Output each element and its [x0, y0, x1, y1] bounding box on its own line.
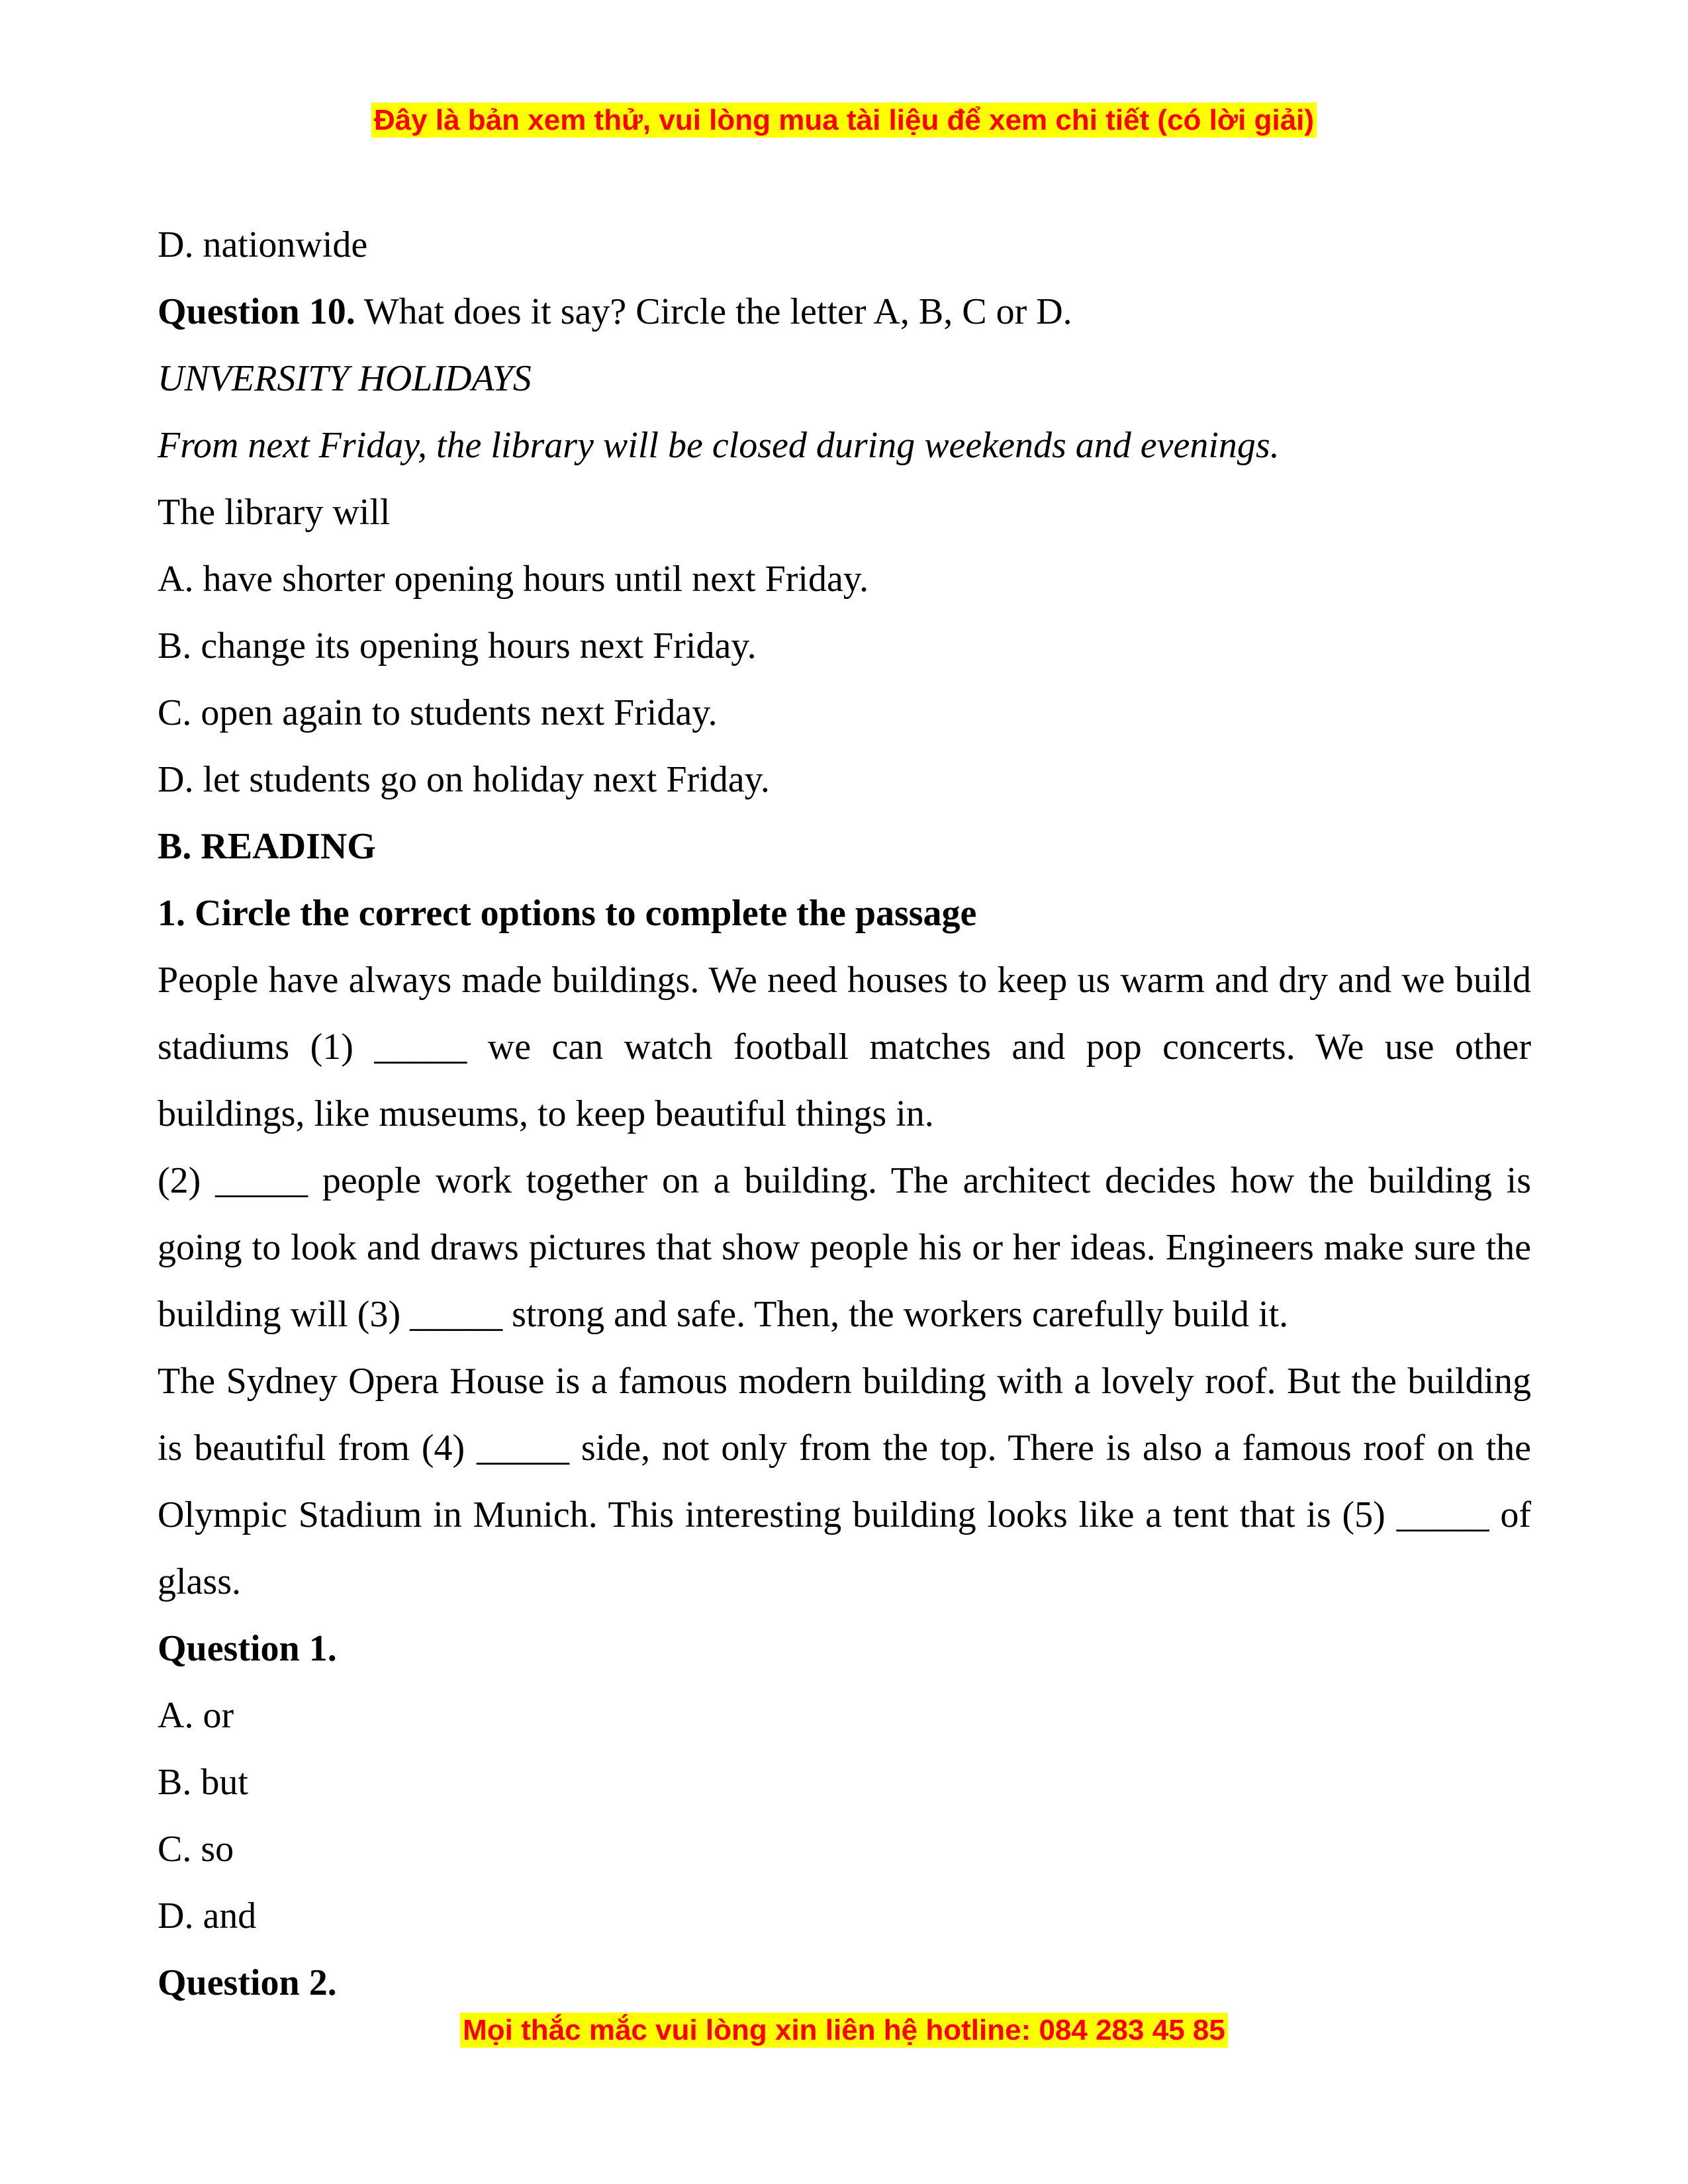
- question-10-label: Question 10.: [158, 291, 355, 332]
- preview-notice-banner: [0, 102, 1688, 139]
- sign-text: From next Friday, the library will be closed during weekends and evenings.: [158, 425, 1280, 466]
- hotline-text: Mọi thắc mắc vui lòng xin liên hệ hotline: 084 283 45 85: [460, 2013, 1228, 2048]
- question-1-option-b: B. but: [158, 1762, 248, 1803]
- question-10-prompt: [158, 279, 1531, 345]
- task-title: 1. Circle the correct options to complete the passage: [158, 893, 977, 934]
- passage-paragraph-1: People have always made buildings. We need houses to keep us warm and dry and we build stadiums (1) _____ we can watch football matches and pop concerts. We use other buildings, like museums, to keep beautiful things in.: [158, 960, 1531, 1134]
- question-10-option-c: C. open again to students next Friday.: [158, 692, 718, 733]
- question-10-option-d: D. let students go on holiday next Friday.: [158, 759, 770, 800]
- passage-paragraph-2: (2) _____ people work together on a building. The architect decides how the building is going to look and draws pictures that show people his or her ideas. Engineers make sure the building will (3) _____ strong and safe. Then, the workers carefully build it.: [158, 1160, 1531, 1335]
- document-body: [158, 212, 1531, 2017]
- hotline-banner: [0, 2012, 1688, 2049]
- question-10-stem: The library will: [158, 492, 391, 533]
- prev-question-option-d: D. nationwide: [158, 224, 368, 265]
- question-2-label: Question 2.: [158, 1962, 337, 2003]
- question-1-label: Question 1.: [158, 1628, 337, 1669]
- question-1-option-c: C. so: [158, 1829, 234, 1870]
- question-1-option-d: D. and: [158, 1895, 257, 1936]
- question-10-option-a: A. have shorter opening hours until next Friday.: [158, 559, 869, 600]
- passage-paragraph-3: The Sydney Opera House is a famous modern building with a lovely roof. But the building is beautiful from (4) _____ side, not only from the top. There is also a famous roof on the Olympic Stadium in Munich. This interesting building looks like a tent that is (5) _____ of glass.: [158, 1361, 1531, 1602]
- section-title: B. READING: [158, 826, 376, 867]
- question-10-text: What does it say? Circle the letter A, B, C or D.: [355, 291, 1072, 332]
- question-1-option-a: A. or: [158, 1695, 234, 1736]
- preview-notice-text: Đây là bản xem thử, vui lòng mua tài liệu để xem chi tiết (có lời giải): [371, 103, 1317, 138]
- sign-title: UNVERSITY HOLIDAYS: [158, 358, 532, 399]
- question-10-option-b: B. change its opening hours next Friday.: [158, 625, 757, 666]
